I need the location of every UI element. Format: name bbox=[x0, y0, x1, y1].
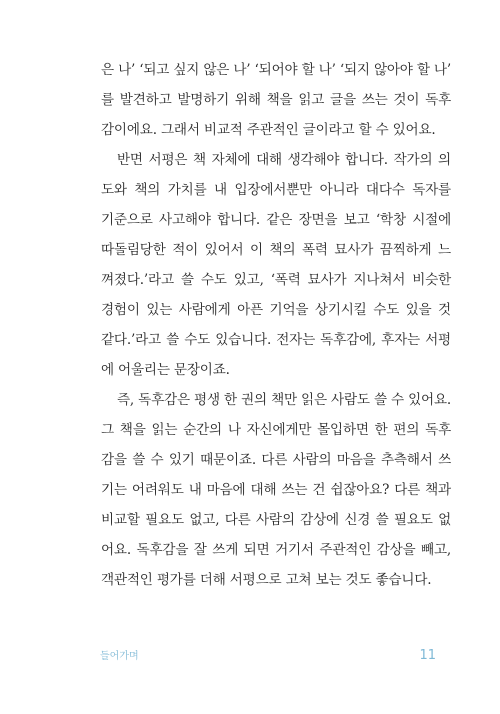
text-line-14: 감을 쓸 수 있기 때문이죠. 다른 사람의 마음을 추측해서 쓰 bbox=[101, 452, 451, 468]
text-line-18: 객관적인 평가를 더해 서평으로 고쳐 보는 것도 좋습니다. bbox=[101, 572, 432, 588]
text-line-10: 같다.’라고 쓸 수도 있습니다. 전자는 독후감에, 후자는 서평 bbox=[101, 332, 451, 348]
text-line-9: 경험이 있는 사람에게 아픈 기억을 상기시킬 수도 있을 것 bbox=[101, 302, 451, 318]
text-line-13: 그 책을 읽는 순간의 나 자신에게만 몰입하면 한 편의 독후 bbox=[101, 422, 451, 438]
text-line-5: 도와 책의 가치를 내 입장에서뿐만 아니라 대다수 독자를 bbox=[101, 182, 451, 198]
text-line-3: 감이에요. 그래서 비교적 주관적인 글이라고 할 수 있어요. bbox=[101, 122, 436, 138]
page-number: 11 bbox=[419, 648, 436, 663]
text-line-11: 에 어울리는 문장이죠. bbox=[101, 362, 230, 378]
text-line-4: 반면 서평은 책 자체에 대해 생각해야 합니다. 작가의 의 bbox=[117, 152, 451, 168]
running-footer-section-title: 들어가며 bbox=[100, 651, 139, 662]
text-line-6: 기준으로 사고해야 합니다. 같은 장면을 보고 ‘학창 시절에 bbox=[101, 212, 451, 228]
text-line-8: 껴졌다.’라고 쓸 수도 있고, ‘폭력 묘사가 지나쳐서 비슷한 bbox=[101, 272, 451, 288]
text-line-17: 어요. 독후감을 잘 쓰게 되면 거기서 주관적인 감상을 빼고, bbox=[101, 542, 451, 558]
text-line-1: 은 나’ ‘되고 싶지 않은 나’ ‘되어야 할 나’ ‘되지 않아야 할 나’ bbox=[101, 62, 451, 78]
text-line-15: 기는 어려워도 내 마음에 대해 쓰는 건 쉽잖아요? 다른 책과 bbox=[101, 482, 451, 498]
text-line-7: 따돌림당한 적이 있어서 이 책의 폭력 묘사가 끔찍하게 느 bbox=[101, 242, 451, 258]
text-line-2: 를 발견하고 발명하기 위해 책을 읽고 글을 쓰는 것이 독후 bbox=[101, 92, 451, 108]
text-line-16: 비교할 필요도 없고, 다른 사람의 감상에 신경 쓸 필요도 없 bbox=[101, 512, 451, 528]
text-line-12: 즉, 독후감은 평생 한 권의 책만 읽은 사람도 쓸 수 있어요. bbox=[117, 392, 451, 408]
